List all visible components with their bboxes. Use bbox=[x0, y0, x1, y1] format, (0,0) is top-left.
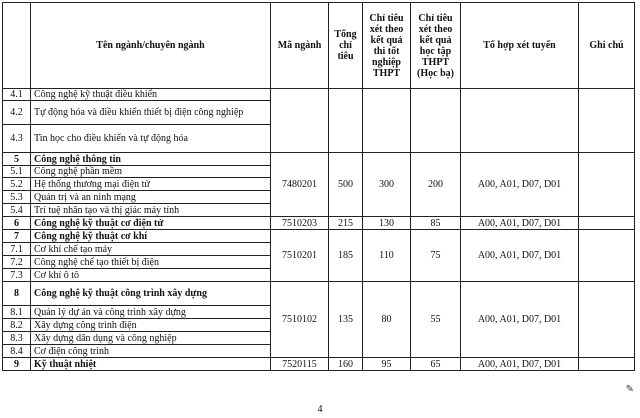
row-thpt: 80 bbox=[363, 282, 411, 358]
row-thpt bbox=[363, 89, 411, 153]
row-hocba: 85 bbox=[411, 217, 461, 230]
row-stt: 7.3 bbox=[3, 269, 31, 282]
row-note bbox=[579, 217, 635, 230]
row-name: Hệ thống thương mại điện tử bbox=[31, 178, 271, 191]
row-thpt: 130 bbox=[363, 217, 411, 230]
row-total bbox=[329, 89, 363, 153]
table-row bbox=[3, 153, 635, 166]
row-code: 7510203 bbox=[271, 217, 329, 230]
row-stt: 8.1 bbox=[3, 306, 31, 319]
row-name: Tự động hóa và điều khiển thiết bị điện công nghiệp bbox=[31, 101, 271, 125]
table-row bbox=[3, 89, 635, 101]
row-combo bbox=[461, 89, 579, 153]
row-name: Quản trị và an ninh mạng bbox=[31, 191, 271, 204]
row-combo: A00, A01, D07, D01 bbox=[461, 282, 579, 358]
row-stt: 8.4 bbox=[3, 345, 31, 358]
row-name: Công nghệ kỹ thuật công trình xây dựng bbox=[31, 282, 271, 306]
row-stt: 8.3 bbox=[3, 332, 31, 345]
table-row bbox=[3, 282, 635, 306]
row-thpt: 300 bbox=[363, 153, 411, 217]
row-thpt: 110 bbox=[363, 230, 411, 282]
row-stt: 5.3 bbox=[3, 191, 31, 204]
row-total: 500 bbox=[329, 153, 363, 217]
row-thpt: 95 bbox=[363, 358, 411, 371]
row-combo: A00, A01, D07, D01 bbox=[461, 217, 579, 230]
header-combo: Tổ hợp xét tuyển bbox=[461, 3, 579, 89]
row-note bbox=[579, 282, 635, 358]
row-stt: 4.3 bbox=[3, 125, 31, 153]
page-number: 4 bbox=[317, 404, 323, 415]
row-name: Cơ khí chế tạo máy bbox=[31, 243, 271, 256]
row-name: Cơ khí ô tô bbox=[31, 269, 271, 282]
row-stt: 5 bbox=[3, 153, 31, 166]
row-hocba bbox=[411, 89, 461, 153]
row-code: 7520115 bbox=[271, 358, 329, 371]
row-name: Công nghệ thông tin bbox=[31, 153, 271, 166]
row-name: Tin học cho điều khiển và tự động hóa bbox=[31, 125, 271, 153]
row-name: Trí tuệ nhân tạo và thị giác máy tính bbox=[31, 204, 271, 217]
admission-table bbox=[2, 2, 635, 371]
row-stt: 7.1 bbox=[3, 243, 31, 256]
table-row bbox=[3, 358, 635, 371]
row-note bbox=[579, 358, 635, 371]
row-stt: 7.2 bbox=[3, 256, 31, 269]
row-name: Công nghệ kỹ thuật điều khiển bbox=[31, 89, 271, 101]
row-code: 7510201 bbox=[271, 230, 329, 282]
row-stt: 8 bbox=[3, 282, 31, 306]
row-name: Công nghệ kỹ thuật cơ khí bbox=[31, 230, 271, 243]
row-note bbox=[579, 153, 635, 217]
row-combo: A00, A01, D07, D01 bbox=[461, 230, 579, 282]
row-total: 215 bbox=[329, 217, 363, 230]
row-code: 7480201 bbox=[271, 153, 329, 217]
header-note: Ghi chú bbox=[579, 3, 635, 89]
row-name: Công nghệ chế tạo thiết bị điện bbox=[31, 256, 271, 269]
header-hocba: Chỉ tiêu xét theo kết quả học tập THPT (Học bạ) bbox=[411, 3, 461, 89]
row-stt: 5.2 bbox=[3, 178, 31, 191]
header-code: Mã ngành bbox=[271, 3, 329, 89]
header-name: Tên ngành/chuyên ngành bbox=[31, 3, 271, 89]
row-note bbox=[579, 89, 635, 153]
row-hocba: 55 bbox=[411, 282, 461, 358]
row-name: Kỹ thuật nhiệt bbox=[31, 358, 271, 371]
row-name: Quản lý dự án và công trình xây dựng bbox=[31, 306, 271, 319]
row-hocba: 200 bbox=[411, 153, 461, 217]
row-hocba: 75 bbox=[411, 230, 461, 282]
header-thpt: Chỉ tiêu xét theo kết quả thi tốt nghiệp THPT bbox=[363, 3, 411, 89]
row-name: Xây dựng dân dụng và công nghiệp bbox=[31, 332, 271, 345]
row-stt: 4.1 bbox=[3, 89, 31, 101]
row-stt: 4.2 bbox=[3, 101, 31, 125]
header-stt bbox=[3, 3, 31, 89]
row-stt: 5.1 bbox=[3, 166, 31, 178]
header-total: Tổng chỉ tiêu bbox=[329, 3, 363, 89]
row-code bbox=[271, 89, 329, 153]
row-hocba: 65 bbox=[411, 358, 461, 371]
row-stt: 7 bbox=[3, 230, 31, 243]
row-code: 7510102 bbox=[271, 282, 329, 358]
table-row bbox=[3, 230, 635, 243]
header-row bbox=[3, 3, 635, 89]
row-stt: 5.4 bbox=[3, 204, 31, 217]
row-stt: 8.2 bbox=[3, 319, 31, 332]
corner-mark: ✎ bbox=[625, 384, 634, 395]
row-name: Xây dựng công trình điện bbox=[31, 319, 271, 332]
row-name: Công nghệ kỹ thuật cơ điện tử bbox=[31, 217, 271, 230]
row-stt: 9 bbox=[3, 358, 31, 371]
row-combo: A00, A01, D07, D01 bbox=[461, 153, 579, 217]
row-total: 160 bbox=[329, 358, 363, 371]
row-total: 135 bbox=[329, 282, 363, 358]
row-total: 185 bbox=[329, 230, 363, 282]
row-stt: 6 bbox=[3, 217, 31, 230]
row-note bbox=[579, 230, 635, 282]
row-combo: A00, A01, D07, D01 bbox=[461, 358, 579, 371]
row-name: Công nghệ phần mềm bbox=[31, 166, 271, 178]
table-row bbox=[3, 217, 635, 230]
row-name: Cơ điện công trình bbox=[31, 345, 271, 358]
